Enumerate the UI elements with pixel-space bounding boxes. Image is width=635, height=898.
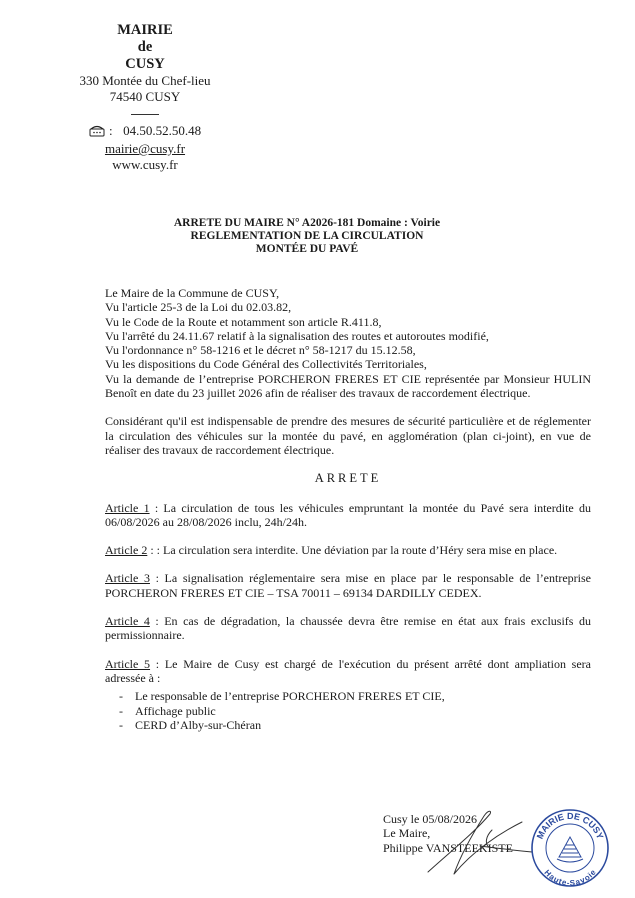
preamble-line: Vu les dispositions du Code Général des Collectivités Territoriales, xyxy=(105,357,427,372)
handwritten-signature xyxy=(420,802,540,882)
article-text: : La circulation de tous les véhicules empruntant la montée du Pavé sera interdite du 06/08/2026 au 28/08/2026 inclu, 24h/24h. xyxy=(105,500,591,529)
signature-name: Philippe VANSTEEKISTE xyxy=(383,840,513,855)
title-line-1: ARRETE DU MAIRE N° A2026-181 Domaine : Voirie xyxy=(173,217,441,229)
recipient-list xyxy=(105,689,591,732)
article-text: : : La circulation sera interdite. Une déviation par la route d’Héry sera mise en place. xyxy=(147,543,558,558)
telephone-icon xyxy=(89,125,105,137)
article-text: : En cas de dégradation, la chaussée devra être remise en état aux frais exclusifs du permissionnaire. xyxy=(105,614,591,643)
article-5 xyxy=(105,657,591,686)
preamble-line: Le Maire de la Commune de CUSY, xyxy=(105,286,280,300)
preamble xyxy=(105,286,591,400)
preamble-line: Vu le Code de la Route et notamment son article R.411.8, xyxy=(105,314,382,329)
signature-place-date: Cusy le 05/08/2026 xyxy=(383,812,478,826)
preamble-line: Vu la demande de l’entreprise PORCHERON FRERES ET CIE représentée par Monsieur HULIN Benoît en date du 23 juillet 2026 afin de réaliser des travaux de raccordement électrique. xyxy=(105,371,591,401)
article-label: Article 3 xyxy=(105,571,150,586)
letterhead-commune: CUSY xyxy=(125,56,165,72)
arrete-heading: ARRETE xyxy=(314,471,382,486)
letterhead xyxy=(55,22,235,173)
title-line-2: REGLEMENTATION DE LA CIRCULATION xyxy=(190,230,424,242)
mairie-seal-stamp xyxy=(529,807,611,889)
list-item: - Le responsable de l’entreprise PORCHERON FRERES ET CIE, xyxy=(105,689,591,703)
article-label: Article 4 xyxy=(105,614,150,629)
letterhead-email[interactable]: mairie@cusy.fr xyxy=(104,141,186,156)
letterhead-de: de xyxy=(137,39,153,55)
letterhead-separator xyxy=(131,114,159,115)
list-item: - Affichage public xyxy=(105,704,591,718)
article-2 xyxy=(105,543,591,557)
letterhead-address-city: 74540 CUSY xyxy=(109,89,181,104)
stamp-emblem-icon xyxy=(557,837,583,862)
letterhead-phone: 04.50.52.50.48 xyxy=(123,123,202,138)
article-label: Article 1 xyxy=(105,500,150,515)
stamp-top-text: MAIRIE DE CUSY xyxy=(534,810,606,841)
article-3 xyxy=(105,571,591,600)
letterhead-website[interactable]: www.cusy.fr xyxy=(112,157,178,172)
svg-text:Haute-Savoie xyxy=(542,868,598,888)
preamble-line: Vu l'ordonnance n° 58-1216 et le décret n° 58-1217 du 15.12.58, xyxy=(105,343,416,358)
article-4 xyxy=(105,614,591,643)
list-item: - CERD d’Alby-sur-Chéran xyxy=(105,718,591,732)
letterhead-address-street: 330 Montée du Chef-lieu xyxy=(79,73,211,88)
considerant-paragraph: Considérant qu'il est indispensable de prendre des mesures de sécurité particulière et de réglementer la circulation des véhicules sur la montée du pavé, en agglomération (plan ci-joint), en vue de réaliser des travaux de raccordement électrique. xyxy=(105,414,591,457)
preamble-line: Vu l'arrêté du 24.11.67 relatif à la signalisation des routes et autoroutes modifié, xyxy=(105,328,489,343)
article-1 xyxy=(105,501,591,530)
signature-role: Le Maire, xyxy=(383,826,431,841)
stamp-bottom-text: Haute-Savoie xyxy=(542,867,598,888)
document-body xyxy=(105,286,591,732)
preamble-line: Vu l'article 25-3 de la Loi du 02.03.82, xyxy=(105,300,292,315)
document-title xyxy=(140,217,474,256)
title-line-3: MONTÉE DU PAVÉ xyxy=(255,243,359,255)
article-label: Article 2 xyxy=(105,543,148,558)
article-label: Article 5 xyxy=(105,656,151,671)
letterhead-mairie: MAIRIE xyxy=(117,22,173,38)
letterhead-phone-line: : 04.50.52.50.48 xyxy=(89,123,201,139)
article-text: : Le Maire de Cusy est chargé de l'exécution du présent arrêté dont ampliation sera adressée à : xyxy=(105,656,591,685)
article-text: : La signalisation réglementaire sera mise en place par le responsable de l’entreprise PORCHERON FRERES ET CIE – TSA 70011 – 69134 DARDILLY CEDEX. xyxy=(105,571,591,600)
